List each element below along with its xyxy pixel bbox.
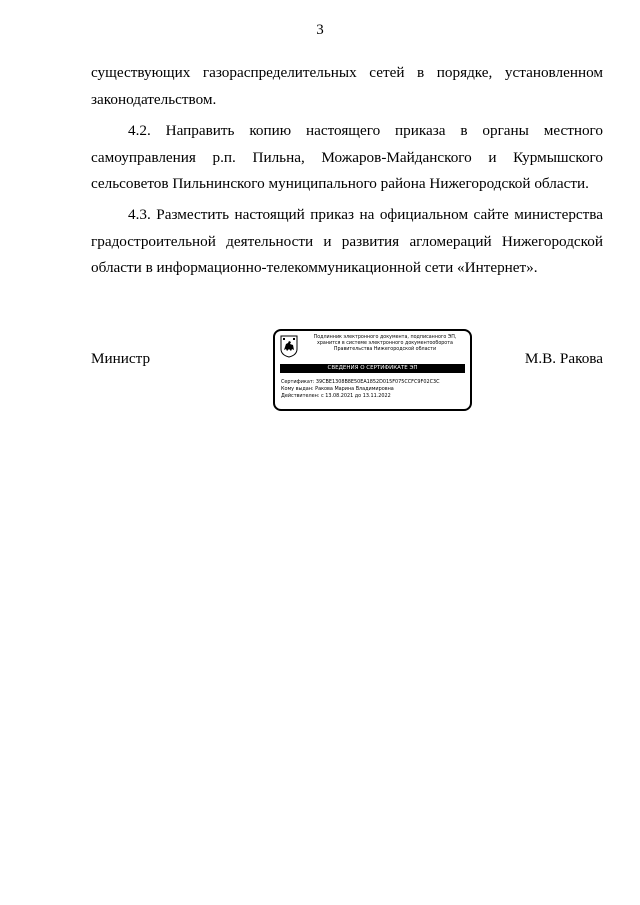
paragraph-continuation: существующих газораспределительных сетей в порядке, установленном законодательством.	[91, 64, 603, 108]
certificate-info-bar: СВЕДЕНИЯ О СЕРТИФИКАТЕ ЭП	[280, 364, 465, 373]
signer-name: М.В. Ракова	[524, 350, 603, 367]
paragraph-4-2: 4.2. Направить копию настоящего приказа в органы местного самоуправления р.п. Пильна, Можаров-Майданского и Курмышского сельсоветов Пильнинского муниципального района Нижегородской области.	[91, 122, 603, 192]
signer-title: Министр	[91, 350, 151, 367]
coat-of-arms-icon	[280, 335, 298, 358]
stamp-header	[301, 335, 469, 353]
certificate-serial: Сертификат: 39CBE1308B8E50EA1852D015F075CCFC9F02C3C	[281, 379, 440, 385]
certificate-validity: Действителен: с 13.08.2021 до 13.11.2022	[281, 393, 391, 400]
paragraph-4-3: 4.3. Разместить настоящий приказ на официальном сайте министерства градостроительной деятельности и развития агломераций Нижегородской области в информационно-телекоммуникационной сети «Интернет».	[91, 206, 603, 276]
stamp-header-line: Подлинник электронного документа, подписанного ЭП,	[313, 335, 457, 340]
certificate-details	[281, 379, 469, 401]
stamp-header-line: хранится в системе электронного документооборота	[317, 341, 453, 346]
page-number: 3	[316, 22, 324, 38]
electronic-signature-stamp	[273, 329, 472, 411]
certificate-owner: Кому выдан: Ракова Марина Владимировна	[281, 386, 394, 393]
stamp-header-line: Правительства Нижегородской области	[333, 347, 437, 352]
